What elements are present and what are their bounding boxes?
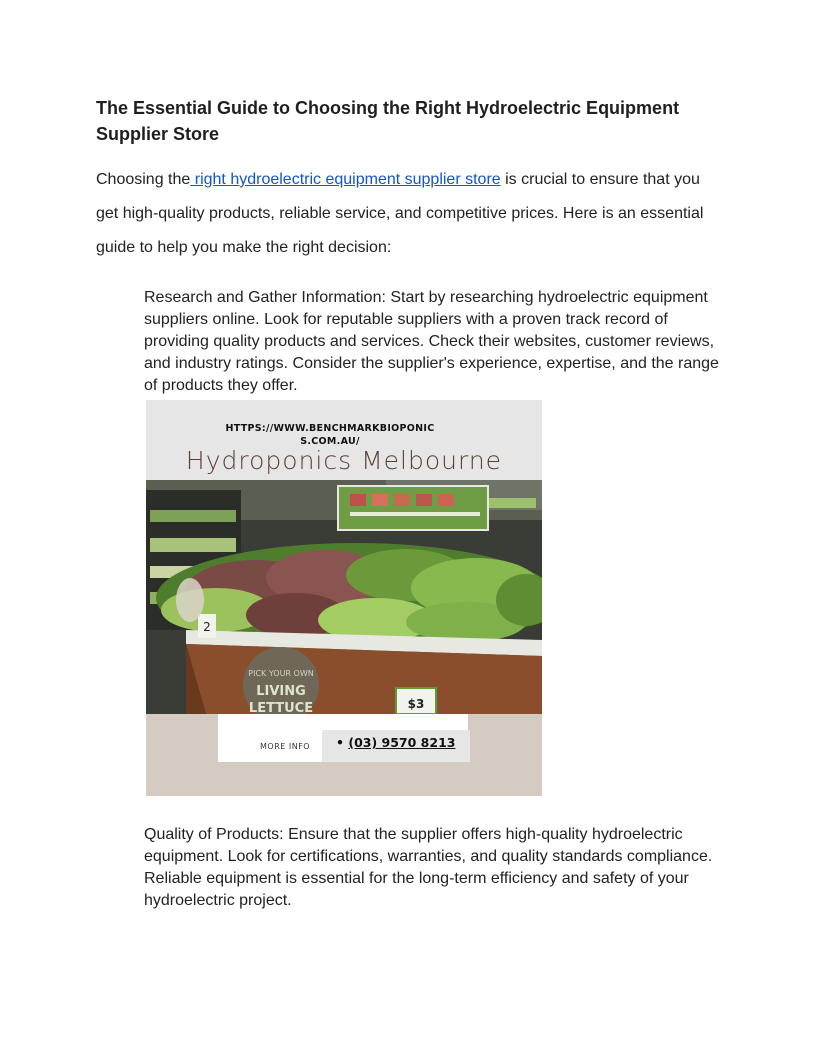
supplier-store-link[interactable]: right hydroelectric equipment supplier store [190, 171, 501, 188]
display-sign-line-1: PICK YOUR OWN [248, 669, 314, 678]
intro-text-after: is crucial to ensure that you get high-quality products, reliable service, and competitive prices. Here is an essential guide to help you make the right decision: [96, 171, 704, 256]
more-info-label: MORE INFO [260, 742, 311, 751]
intro-paragraph [96, 163, 726, 265]
display-sign-line-2: LIVING [256, 684, 306, 699]
quality-paragraph: Quality of Products: Ensure that the supplier offers high-quality hydroelectric equipment. Look for certifications, warranties, and quality standards compliance. Reliable equipment is essential for the long-term efficiency and safety of your hydroelectric project. [144, 826, 713, 909]
phone-number [336, 735, 455, 750]
display-sign-line-3: LETTUCE [248, 701, 314, 714]
phone-number-text: (03) 9570 8213 [348, 735, 456, 750]
banner-title: Hydroponics Melbourne [185, 446, 503, 475]
lettuce-display-photo [146, 480, 542, 714]
price-tag-right: $3 [407, 697, 425, 711]
page-title: The Essential Guide to Choosing the Right Hydroelectric Equipment Supplier Store [96, 98, 680, 144]
intro-text-before: Choosing the [96, 171, 191, 188]
banner-url: HTTPS://WWW.BENCHMARKBIOPONICS.COM.AU/ [225, 423, 435, 447]
price-tag-left: 2 [203, 620, 211, 634]
research-paragraph: Research and Gather Information: Start by researching hydroelectric equipment suppliers online. Look for reputable suppliers with a proven track record of providing quality products and services. Check their websites, customer reviews, and industry ratings. Consider the supplier's experience, expertise, and the range of products they offer. [144, 289, 719, 394]
hydroponics-banner-image [146, 400, 542, 796]
bullet-icon: • [336, 735, 344, 750]
